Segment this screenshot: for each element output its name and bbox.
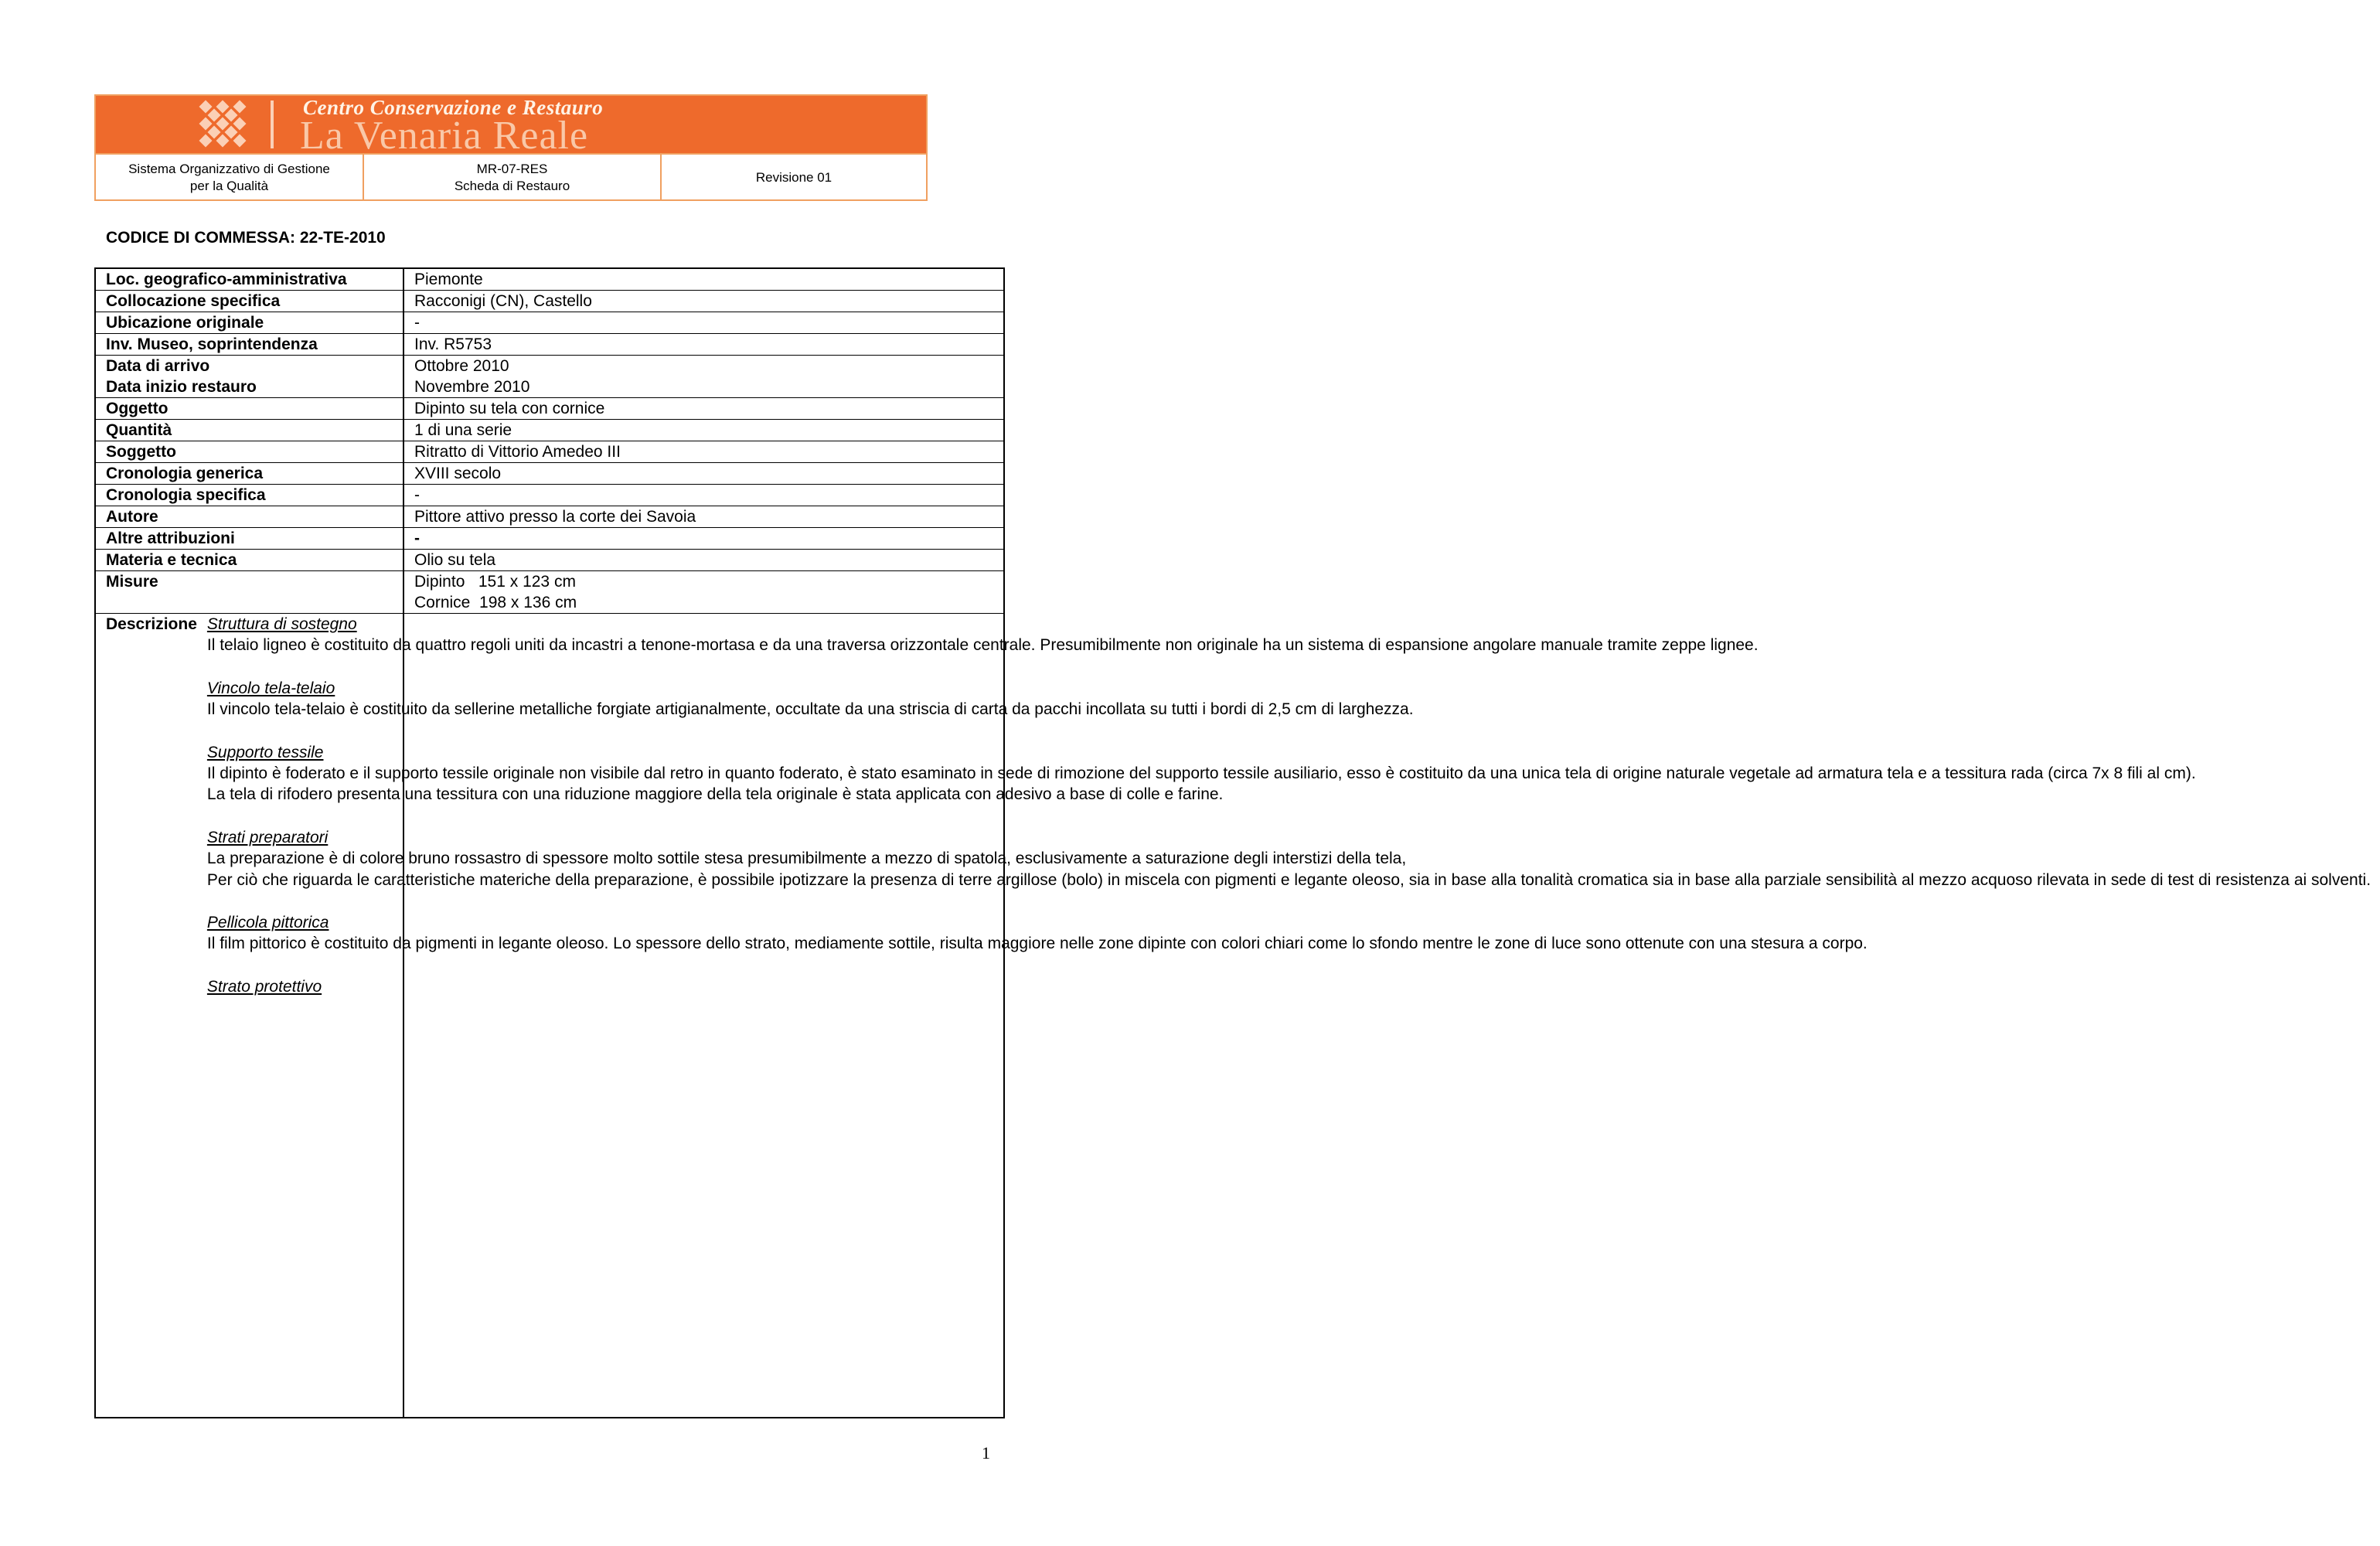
row-value: Olio su tela bbox=[414, 551, 496, 569]
descrizione-value bbox=[197, 614, 2380, 997]
section-body: Il vincolo tela-telaio è costituito da sellerine metalliche forgiate artigianalmente, occultate da una striscia di carta da pacchi incollata su tutti i bordi di 2,5 cm di larghezza. bbox=[206, 700, 1414, 719]
row-value: - bbox=[414, 486, 420, 504]
misure-row bbox=[96, 571, 1003, 614]
row-value: 1 di una serie bbox=[414, 421, 512, 439]
row-label: Quantità bbox=[106, 421, 172, 439]
row-value: XVIII secolo bbox=[414, 465, 502, 482]
document-header bbox=[94, 94, 928, 201]
institution-banner bbox=[96, 96, 926, 158]
section-title: Vincolo tela-telaio bbox=[206, 679, 335, 697]
restoration-record-table bbox=[94, 267, 2371, 1418]
misure-dipinto: Dipinto 151 x 123 cm bbox=[414, 573, 576, 591]
table-row bbox=[96, 506, 1003, 528]
row-value: Racconigi (CN), Castello bbox=[414, 292, 592, 310]
section-body: La preparazione è di colore bruno rossastro di spessore molto sottile stesa presumibilmente a mezzo di spatola, esclusivamente a saturazione degli interstizi della tela, bbox=[206, 850, 1407, 868]
misure-cornice: Cornice 198 x 136 cm bbox=[414, 594, 577, 611]
misure-value bbox=[404, 571, 1003, 613]
section-body: Il telaio ligneo è costituito da quattro regoli uniti da incastri a tenone-mortasa e da una traversa orizzontale centrale. Presumibilmente non originale ha un sistema di espansione angolare manuale tramite zeppe lignee. bbox=[206, 636, 1759, 655]
row-label: Soggetto bbox=[106, 443, 176, 461]
quality-system-line2: per la Qualità bbox=[189, 179, 269, 193]
table-row bbox=[96, 463, 1003, 485]
row-label: Oggetto bbox=[106, 400, 169, 417]
table-row bbox=[96, 291, 1003, 312]
table-row bbox=[96, 356, 1003, 376]
row-label: Materia e tecnica bbox=[106, 551, 237, 569]
row-value: Inv. R5753 bbox=[414, 335, 492, 353]
form-name: Scheda di Restauro bbox=[454, 179, 570, 193]
row-label: Data di arrivo bbox=[106, 357, 210, 375]
row-value: Ritratto di Vittorio Amedeo III bbox=[414, 443, 621, 461]
row-value: - bbox=[414, 314, 420, 332]
quality-system-line1: Sistema Organizzativo di Gestione bbox=[128, 162, 330, 176]
row-label: Data inizio restauro bbox=[106, 378, 257, 396]
row-label: Collocazione specifica bbox=[106, 292, 281, 310]
table-row bbox=[96, 398, 1003, 420]
logo-divider bbox=[271, 100, 274, 148]
section-title: Strati preparatori bbox=[206, 828, 329, 846]
row-label: Loc. geografico-amministrativa bbox=[106, 271, 347, 288]
section-body: Il dipinto è foderato e il supporto tessile originale non visibile dal retro in quanto foderato, è stato esaminato in sede di rimozione del supporto tessile ausiliario, esso è costituito da una unica tela di origine naturale vegetale ad armatura tela e a tessitura rada (circa 7x 8 fili al cm). bbox=[206, 764, 2196, 783]
logo-title: Centro Conservazione e Restauro bbox=[303, 96, 604, 119]
section-body: Il film pittorico è costituito da pigmenti in legante oleoso. Lo spessore dello strato, mediamente sottile, risulta maggiore nelle zone dipinte con colori chiari come lo sfondo mentre le zone di luce sono ottenute con una stesura a corpo. bbox=[206, 935, 1868, 953]
table-row bbox=[96, 441, 1003, 463]
section-title: Supporto tessile bbox=[206, 743, 324, 761]
table-row bbox=[96, 312, 1003, 334]
row-label: Cronologia specifica bbox=[106, 486, 266, 504]
table-row bbox=[96, 420, 1003, 441]
descrizione-row bbox=[96, 614, 2371, 997]
section-title: Pellicola pittorica bbox=[206, 914, 329, 932]
table-row bbox=[96, 334, 1003, 356]
section-title: Strato protettivo bbox=[206, 977, 322, 996]
form-code: MR-07-RES bbox=[476, 162, 548, 176]
table-row bbox=[96, 528, 1003, 550]
table-row bbox=[96, 550, 1003, 571]
section-title: Struttura di sostegno bbox=[206, 615, 357, 633]
row-label: Autore bbox=[106, 508, 158, 526]
revision-label: Revisione 01 bbox=[755, 170, 832, 185]
logo-subtitle: La Venaria Reale bbox=[300, 114, 589, 158]
row-label: Altre attribuzioni bbox=[106, 530, 235, 547]
row-value: - bbox=[414, 530, 420, 547]
row-value: Novembre 2010 bbox=[414, 378, 530, 396]
table-row bbox=[96, 376, 1003, 398]
revision-cell bbox=[660, 155, 926, 201]
form-code-cell bbox=[363, 155, 660, 201]
row-value: Pittore attivo presso la corte dei Savoia bbox=[414, 508, 696, 526]
misure-label: Misure bbox=[106, 573, 158, 591]
section-body: Per ciò che riguarda le caratteristiche materiche della preparazione, è possibile ipotizzare la presenza di terre argillose (bolo) in miscela con pigmenti e legante oleoso, sia in base alla tonalità cromatica sia in base alla parziale sensibilità al mezzo acquoso rilevata in sede di test di resistenza ai solventi. bbox=[206, 870, 2371, 889]
table-row bbox=[96, 269, 1003, 291]
row-label: Cronologia generica bbox=[106, 465, 264, 482]
table-row bbox=[96, 485, 1003, 506]
row-value: Ottobre 2010 bbox=[414, 357, 509, 375]
row-value: Dipinto su tela con cornice bbox=[414, 400, 605, 417]
row-label: Ubicazione originale bbox=[106, 314, 264, 332]
section-body: La tela di rifodero presenta una tessitura con una riduzione maggiore della tela originale è stata applicata con adesivo a base di colle e farine. bbox=[206, 785, 1224, 804]
header-info-row bbox=[96, 153, 926, 201]
logo-diamond-icon bbox=[198, 99, 247, 148]
page-number: 1 bbox=[982, 1443, 990, 1463]
order-code: CODICE DI COMMESSA: 22-TE-2010 bbox=[106, 229, 386, 247]
descrizione-label: Descrizione bbox=[106, 615, 197, 633]
quality-system-cell bbox=[96, 155, 363, 201]
row-value: Piemonte bbox=[414, 271, 483, 288]
row-label: Inv. Museo, soprintendenza bbox=[106, 335, 318, 353]
